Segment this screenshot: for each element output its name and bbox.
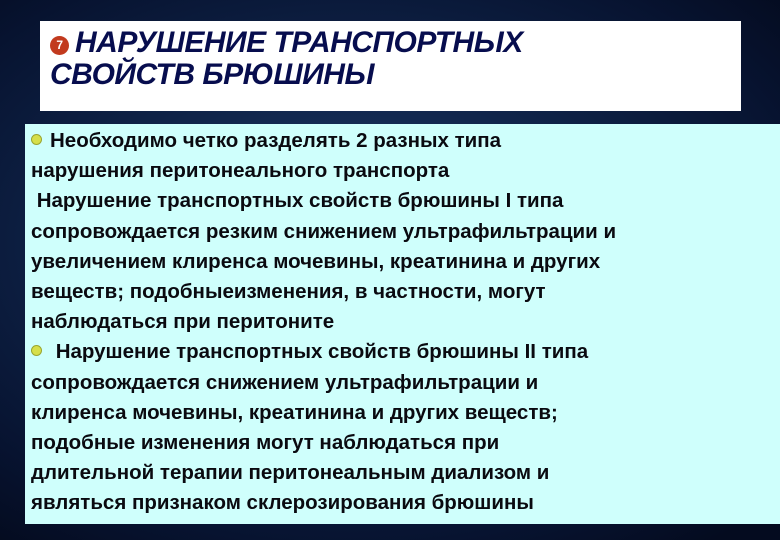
slide-title-text-1: НАРУШЕНИЕ ТРАНСПОРТНЫХ	[75, 26, 523, 59]
content-line: увеличением клиренса мочевины, креатинина и других	[31, 249, 601, 273]
content-line: подобные изменения могут наблюдаться при	[31, 430, 500, 454]
content-text	[31, 126, 776, 518]
title-box	[40, 21, 741, 111]
content-box	[25, 124, 780, 524]
content-line: наблюдаться при перитоните	[31, 310, 335, 334]
content-line: являться признаком склерозирования брюшины	[31, 491, 534, 515]
content-line-text: Необходимо четко разделять 2 разных типа	[50, 129, 501, 152]
content-line-text: Нарушение транспортных свойств брюшины II типа	[50, 340, 589, 364]
bullet-icon	[31, 345, 42, 356]
content-line	[31, 337, 776, 367]
content-line: сопровождается снижением ультрафильтрации и	[31, 370, 539, 394]
content-line	[31, 126, 776, 156]
content-line: нарушения перитонеального транспорта	[31, 159, 450, 183]
bullet-icon	[31, 134, 42, 145]
slide-title-line-1	[50, 26, 523, 60]
content-line: Нарушение транспортных свойств брюшины I типа	[31, 189, 564, 213]
content-line: длительной терапии перитонеальным диализом и	[31, 461, 550, 485]
number-badge-icon: 7	[50, 36, 69, 55]
content-line: веществ; подобныеизменения, в частности, могут	[31, 279, 546, 303]
slide-title-line-2: СВОЙСТВ БРЮШИНЫ	[50, 58, 374, 91]
content-line: сопровождается резким снижением ультрафильтрации и	[31, 219, 617, 243]
content-line: клиренса мочевины, креатинина и других веществ;	[31, 400, 558, 424]
